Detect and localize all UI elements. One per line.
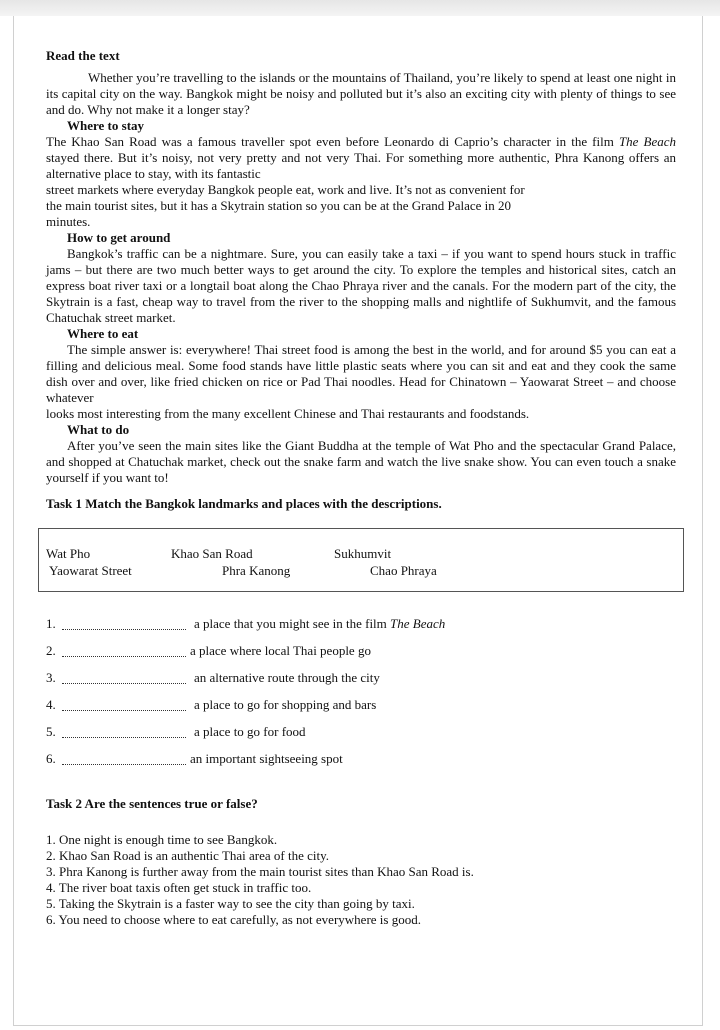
stay-text-b: stayed there. But it’s noisy, not very pretty and not very Thai. For something more authentic, Phra Kanong offers an alternative place to stay, with its fantastic	[46, 150, 676, 181]
match-item	[46, 643, 676, 670]
match-item	[46, 616, 676, 643]
stay-film-title: The Beach	[618, 134, 676, 149]
task2-title: Task 2 Are the sentences true or false?	[46, 796, 258, 811]
tf-sentence: 4. The river boat taxis often get stuck in traffic too.	[46, 880, 312, 895]
worksheet-content	[46, 48, 676, 928]
answer-blank[interactable]	[62, 683, 186, 684]
match-item	[46, 670, 676, 697]
where-to-stay-heading: Where to stay	[67, 118, 145, 133]
stay-line-2: street markets where everyday Bangkok people eat, work and live. It’s not as convenient for	[46, 182, 525, 197]
place-yaowarat-street: Yaowarat Street	[49, 563, 132, 578]
do-paragraph: After you’ve seen the main sites like the Giant Buddha at the temple of Wat Pho and the spectacular Grand Palace, and shopped at Chatuchak market, check out the snake farm and watch the live snake show. You can even touch a snake yourself if you want to!	[46, 438, 676, 485]
tf-sentence: 2. Khao San Road is an authentic Thai area of the city.	[46, 848, 330, 863]
match-description: a place where local Thai people go	[190, 643, 371, 658]
stay-line-4: minutes.	[46, 214, 91, 229]
stay-text-a: The Khao San Road was a famous traveller spot even before Leonardo di Caprio’s character in the film	[46, 134, 614, 149]
match-item	[46, 697, 676, 724]
match-item	[46, 724, 676, 751]
match-description: an important sightseeing spot	[190, 751, 343, 766]
tf-sentence: 5. Taking the Skytrain is a faster way to see the city than going by taxi.	[46, 896, 415, 911]
match-description: an alternative route through the city	[194, 670, 380, 685]
place-sukhumvit: Sukhumvit	[334, 546, 392, 561]
match-film-title: The Beach	[390, 616, 446, 631]
tf-sentence: 6. You need to choose where to eat carefully, as not everywhere is good.	[46, 912, 421, 927]
place-chao-phraya: Chao Phraya	[370, 563, 437, 578]
match-number: 6.	[46, 751, 56, 766]
answer-blank[interactable]	[62, 764, 186, 765]
where-to-eat-heading: Where to eat	[67, 326, 139, 341]
match-number: 2.	[46, 643, 56, 658]
match-description: a place to go for food	[194, 724, 306, 739]
stay-paragraph	[46, 134, 676, 182]
around-paragraph: Bangkok’s traffic can be a nightmare. Sure, you can easily take a taxi – if you want to spend hours stuck in traffic jams – but there are two much better ways to get around the city. To explore the temples and historical sites, catch an express boat river taxi or a longtail boat along the Chao Phraya river and the canals. For the modern part of the city, the Skytrain is a fast, cheap way to travel from the river to the shopping malls and nightlife of Sukhumvit, and the famous Chatuchak street market.	[46, 246, 676, 325]
tf-sentence: 3. Phra Kanong is further away from the main tourist sites than Khao San Road is.	[46, 864, 474, 879]
task1-title: Task 1 Match the Bangkok landmarks and places with the descriptions.	[46, 496, 442, 511]
answer-blank[interactable]	[62, 656, 186, 657]
reading-title: Read the text	[46, 48, 120, 63]
match-description	[194, 616, 445, 632]
place-khao-san-road: Khao San Road	[171, 546, 253, 561]
eat-line-2: looks most interesting from the many excellent Chinese and Thai restaurants and foodstands.	[46, 406, 530, 421]
true-false-list	[46, 832, 676, 928]
answer-blank[interactable]	[62, 629, 186, 630]
match-description: a place to go for shopping and bars	[194, 697, 377, 712]
match-number: 3.	[46, 670, 56, 685]
viewer-top-bar	[0, 0, 720, 16]
match-desc-text: a place that you might see in the film	[194, 616, 387, 631]
match-number: 4.	[46, 697, 56, 712]
intro-paragraph: Whether you’re travelling to the islands or the mountains of Thailand, you’re likely to spend at least one night in its capital city on the way. Bangkok might be noisy and polluted but it’s also an exciting city with plenty of things to see and do. Why not make it a longer stay?	[46, 70, 676, 117]
match-list	[46, 616, 676, 778]
answer-blank[interactable]	[62, 710, 186, 711]
stay-line-3: the main tourist sites, but it has a Skytrain station so you can be at the Grand Palace in 20	[46, 198, 512, 213]
places-box	[38, 528, 684, 592]
eat-paragraph: The simple answer is: everywhere! Thai street food is among the best in the world, and for around $5 you can eat a filling and delicious meal. Some food stands have little plastic seats where you can sit and eat and they cook the same dish over and over, like fried chicken on rice or Pad Thai noodles. Head for Chinatown – Yaowarat Street – and choose whatever	[46, 342, 676, 405]
place-phra-kanong: Phra Kanong	[222, 563, 291, 578]
match-number: 5.	[46, 724, 56, 739]
worksheet-page	[13, 16, 703, 1026]
tf-sentence: 1. One night is enough time to see Bangkok.	[46, 832, 278, 847]
answer-blank[interactable]	[62, 737, 186, 738]
what-to-do-heading: What to do	[67, 422, 130, 437]
how-to-get-around-heading: How to get around	[67, 230, 171, 245]
match-number: 1.	[46, 616, 56, 631]
place-wat-pho: Wat Pho	[46, 546, 91, 561]
match-item	[46, 751, 676, 778]
